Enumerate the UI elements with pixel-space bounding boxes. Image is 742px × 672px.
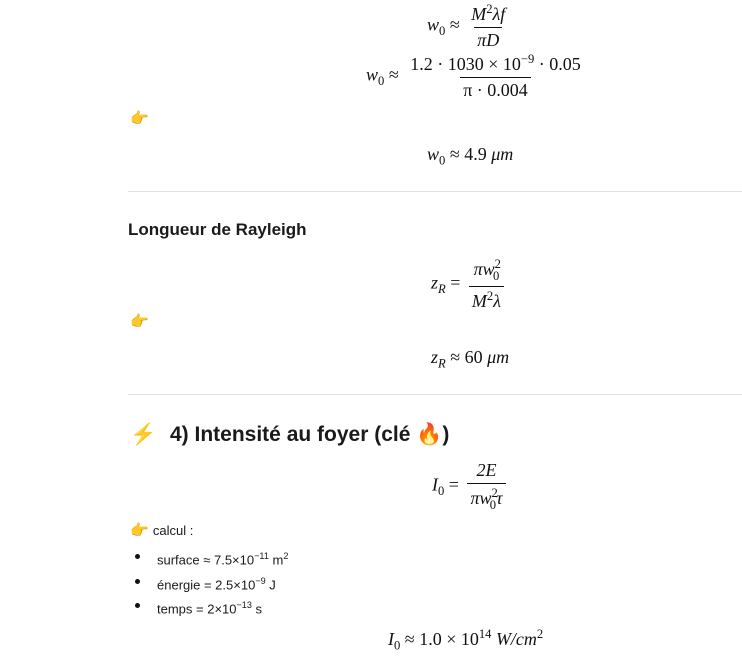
result-unit: μm (487, 347, 510, 367)
num-part: λf (492, 4, 506, 24)
divider (128, 394, 742, 395)
eq-lhs: z (431, 272, 439, 293)
den-part: M (471, 290, 487, 311)
list-item (130, 571, 288, 596)
eq-lhs: w (366, 64, 379, 85)
section-heading-rayleigh: Longueur de Rayleigh (128, 220, 307, 239)
item-sup: −11 (254, 551, 269, 561)
intensity-result (388, 627, 543, 654)
calc-label: calcul : (152, 523, 194, 538)
eq-lhs: I (432, 474, 438, 495)
eq-relation: ≈ (450, 347, 461, 367)
result-sup: 14 (478, 627, 492, 641)
result-unit-sup: 2 (536, 627, 544, 641)
num-part: πw (473, 259, 495, 279)
eq-lhs: I (388, 629, 394, 649)
lightning-icon: ⚡ (130, 423, 157, 446)
eq-lhs: z (431, 347, 439, 367)
den-sub: 0 (489, 497, 497, 512)
fraction (468, 2, 508, 51)
item-text: énergie = 2.5×10 (157, 576, 256, 592)
item-sup: −9 (255, 575, 266, 586)
eq-relation: ≈ (449, 144, 460, 164)
num-sup: 2 (494, 257, 501, 271)
item-text: surface ≈ 7.5×10 (157, 552, 255, 568)
num-tail: · 0.05 (534, 54, 581, 74)
eq-relation: ≈ (449, 14, 460, 35)
eq-relation: ≈ (404, 629, 415, 649)
list-item (130, 595, 288, 620)
den-part: πw (470, 488, 492, 508)
pointing-hand-icon: 👉 (130, 110, 149, 127)
item-sup: −13 (236, 600, 252, 610)
fire-icon: 🔥 (416, 423, 443, 446)
calc-line (130, 521, 193, 539)
eq-lhs-sub: 0 (438, 484, 445, 499)
fraction (467, 460, 505, 513)
fraction (407, 52, 584, 101)
numerator: 1.2 · 1030 × 10 (410, 54, 521, 74)
eq-lhs-sub: 0 (394, 638, 401, 653)
heading-text: 4) Intensité au foyer (clé (170, 423, 411, 446)
eq-relation: = (448, 474, 459, 495)
waist-formula (427, 2, 512, 51)
eq-lhs: w (427, 14, 440, 35)
eq-relation: ≈ (388, 64, 399, 85)
heading-close: ) (442, 423, 450, 446)
eq-lhs: w (427, 144, 440, 164)
section-heading-intensity (130, 423, 449, 447)
divider (128, 191, 742, 192)
den-sup: 2 (486, 288, 494, 303)
num-sub: 0 (492, 268, 500, 283)
result-value: 1.0 × 10 (419, 629, 479, 649)
den-part: τ (496, 488, 503, 508)
num-sup: 2 (486, 2, 493, 16)
intensity-formula (432, 460, 510, 513)
rayleigh-formula (431, 257, 508, 312)
num-sup: −9 (520, 52, 535, 66)
result-unit: W/cm (495, 629, 537, 649)
denominator: πD (474, 27, 502, 51)
numerator: 2E (476, 460, 497, 480)
eq-lhs-sub: R (438, 356, 446, 371)
eq-lhs-sub: 0 (378, 74, 385, 89)
result-value: 60 (464, 347, 483, 367)
eq-lhs-sub: 0 (439, 153, 446, 168)
item-unit-sup: 2 (283, 551, 289, 561)
result-unit: μm (491, 144, 514, 164)
item-unit: s (251, 601, 263, 617)
denominator: π · 0.004 (460, 77, 531, 101)
fraction (469, 257, 504, 312)
pointing-hand-icon: 👉 (130, 313, 149, 330)
eq-lhs-sub: R (438, 282, 446, 297)
eq-lhs-sub: 0 (439, 24, 446, 39)
calc-list (130, 546, 288, 620)
result-value: 4.9 (464, 144, 487, 164)
den-part: λ (493, 290, 501, 311)
eq-relation: = (450, 272, 461, 293)
item-unit: J (265, 576, 276, 592)
waist-numeric-formula (366, 52, 588, 101)
rayleigh-result (431, 347, 509, 372)
waist-result (427, 144, 513, 169)
pointing-hand-icon: 👉 (130, 522, 149, 539)
den-sup: 2 (491, 486, 498, 500)
list-item (130, 546, 288, 571)
num-part: M (471, 4, 487, 24)
item-text: temps = 2×10 (157, 601, 237, 617)
item-unit: m (268, 552, 284, 568)
